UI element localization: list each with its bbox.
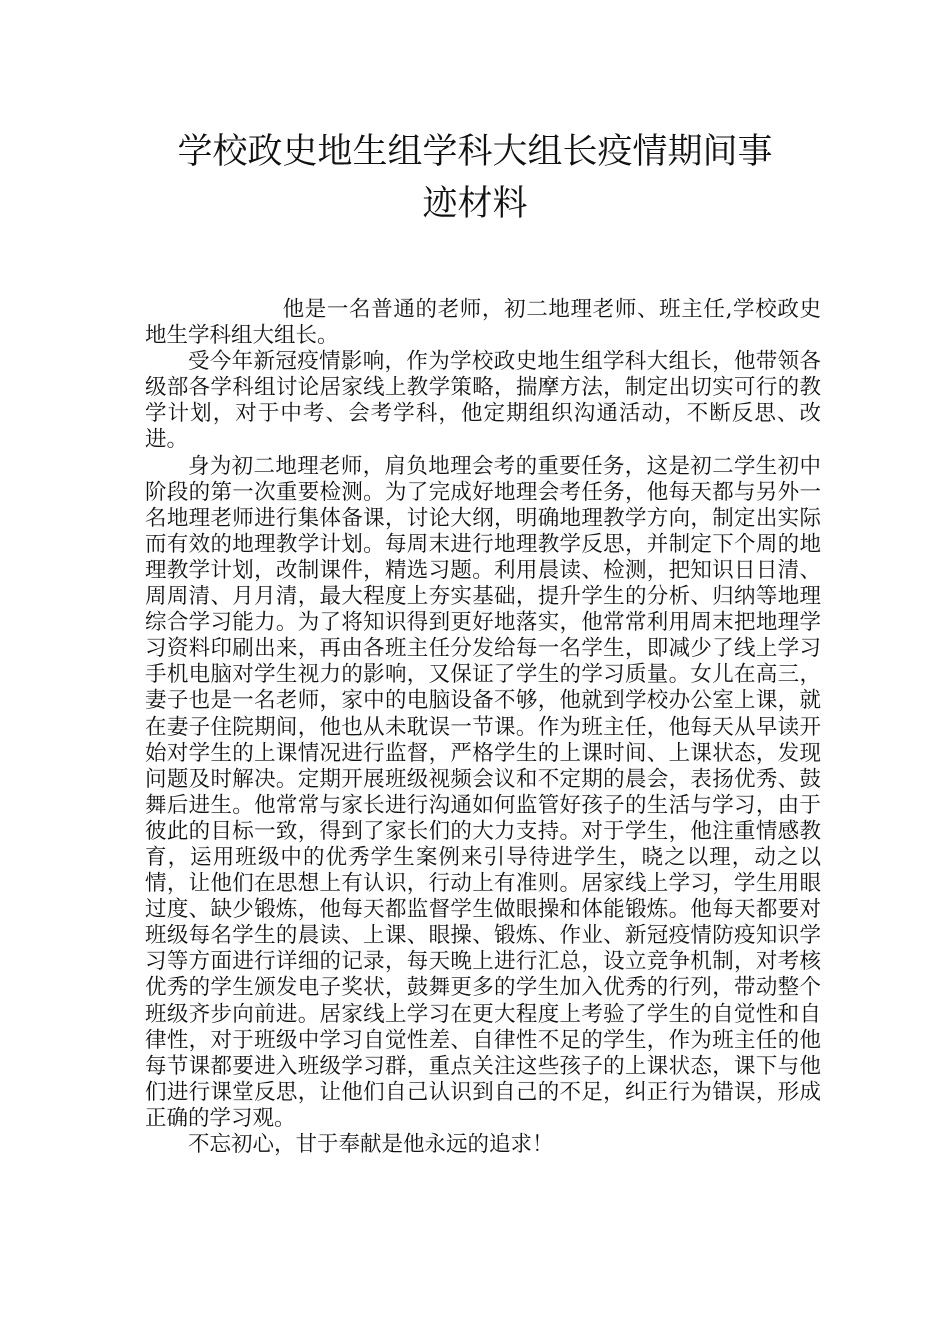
document-title (100, 126, 850, 230)
paragraph-leadership: 受今年新冠疫情影响，作为学校政史地生组学科大组长，他带领各级部各学科组讨论居家线上教学策略，揣摩方法，制定出切实可行的教学计划，对于中考、会考学科，他定期组织沟通活动，不断反思、改进。 (145, 349, 821, 453)
title-line-1: 学校政史地生组学科大组长疫情期间事 (177, 132, 773, 172)
title-line-2: 迹材料 (422, 184, 528, 224)
paragraph-closing: 不忘初心，甘于奉献是他永远的追求！ (188, 1132, 554, 1157)
paragraph-intro: 他是一名普通的老师，初二地理老师、班主任,学校政史地生学科组大组长。 (145, 297, 821, 349)
document-body (145, 297, 821, 1158)
paragraph-teaching: 身为初二地理老师，肩负地理会考的重要任务，这是初二学生初中阶段的第一次重要检测。为了完成好地理会考任务，他每天都与另外一名地理老师进行集体备课，讨论大纲，明确地理教学方向，制定出实际而有效的地理教学计划。每周末进行地理教学反思，并制定下个周的地理教学计划，改制课件，精选习题。利用晨读、检测，把知识日日清、周周清、月月清，最大程度上夯实基础，提升学生的分析、归纳等地理综合学习能力。为了将知识得到更好地落实，他常常利用周末把地理学习资料印刷出来，再由各班主任分发给每一名学生，即减少了线上学习手机电脑对学生视力的影响，又保证了学生的学习质量。女儿在高三，妻子也是一名老师，家中的电脑设备不够，他就到学校办公室上课，就在妻子住院期间，他也从未耽误一节课。作为班主任，他每天从早读开始对学生的上课情况进行监督，严格学生的上课时间、上课状态，发现问题及时解决。定期开展班级视频会议和不定期的晨会，表扬优秀、鼓舞后进生。他常常与家长进行沟通如何监管好孩子的生活与学习，由于彼此的目标一致，得到了家长们的大力支持。对于学生，他注重情感教育，运用班级中的优秀学生案例来引导待进学生，晓之以理，动之以情，让他们在思想上有认识，行动上有准则。居家线上学习，学生用眼过度、缺少锻炼，他每天都监督学生做眼操和体能锻炼。他每天都要对班级每名学生的晨读、上课、眼操、锻炼、作业、新冠疫情防疫知识学习等方面进行详细的记录，每天晚上进行汇总，设立竞争机制，对考核优秀的学生颁发电子奖状，鼓舞更多的学生加入优秀的行列，带动整个班级齐步向前进。居家线上学习在更大程度上考验了学生的自觉性和自律性，对于班级中学习自觉性差、自律性不足的学生，作为班主任的他每节课都要进入班级学习群，重点关注这些孩子的上课状态，课下与他们进行课堂反思，让他们自己认识到自己的不足，纠正行为错误，形成正确的学习观。 (145, 453, 821, 1131)
